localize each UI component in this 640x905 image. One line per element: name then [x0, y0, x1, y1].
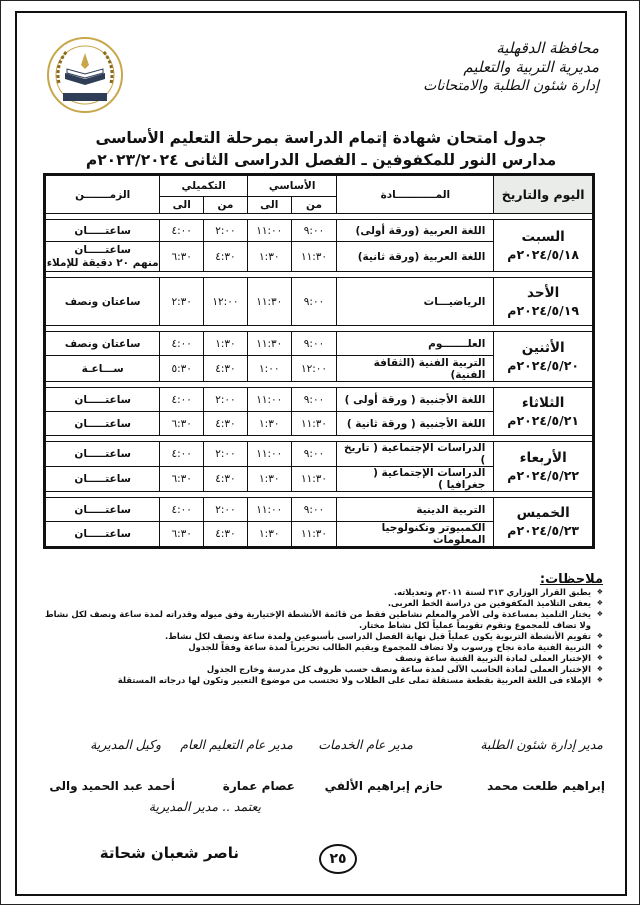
note-item: ❖ التربية الفنية مادة نجاح ورسوب ولا تضاف للمجموع ويقيم الطالب تحريرياً لمدة ساعة وفقاً للجدول: [33, 642, 603, 653]
sup-to-cell: ٤:٠٠: [160, 388, 204, 412]
duration-cell: ساعتـــــان: [45, 220, 160, 242]
duration-cell: ساعتان ونصف: [45, 278, 160, 326]
sup-from-cell: ٢:٠٠: [204, 498, 248, 522]
subject-cell: اللغة العربية (ورقة أولى): [337, 220, 494, 242]
day-name: الأثنين: [521, 339, 565, 356]
director-name: ناصر شعبان شحاتة: [99, 844, 239, 862]
note-item: ❖ الإختبار العملى لمادة الحاسب الآلى لمدة ساعة ونصف حسب ظروف كل مدرسة وخارج الجدول: [33, 664, 603, 675]
day-cell: [494, 442, 594, 492]
day-cell: [494, 220, 594, 272]
note-item: ❖ يختار التلميذ بمساعدة ولى الأمر والمعلم نشاطين فقط من قائمة الأنشطة الإختيارية وفق ميوله وقدراته لمدة ساعة ونصف لكل نشاط ولا تضاف للمجموع وتقوم تقويماً عملياً لكل نشاط مختار.: [33, 609, 603, 631]
basic-from-cell: ٩:٠٠: [291, 498, 337, 522]
sup-to-cell: ٤:٠٠: [160, 332, 204, 356]
sup-from-cell: ٤:٣٠: [204, 242, 248, 272]
duration-text: ساعتـــــان: [74, 243, 131, 256]
day-name: الخميس: [516, 505, 570, 521]
sup-from-cell: ٢:٠٠: [204, 220, 248, 242]
basic-from-cell: ١١:٣٠: [291, 242, 337, 272]
header-basic-to: الى: [247, 197, 291, 214]
sup-from-cell: ١:٣٠: [204, 332, 248, 356]
sup-to-cell: ٤:٠٠: [160, 498, 204, 522]
duration-cell: ساعتان ونصف: [45, 332, 160, 356]
subject-cell: الرياضيـــات: [337, 278, 494, 326]
sup-to-cell: ٥:٣٠: [160, 356, 204, 382]
basic-to-cell: ١١:٠٠: [247, 220, 291, 242]
day-date: ٢٠٢٤/٥/١٨م: [507, 246, 580, 262]
duration-cell: ساعتـــــان: [45, 442, 160, 467]
basic-from-cell: ١١:٣٠: [291, 412, 337, 436]
subject-cell: التربية الدينية: [337, 498, 494, 522]
basic-to-cell: ١:٣٠: [247, 412, 291, 436]
signature-name: عصام عمارة: [222, 779, 295, 793]
department-name: إدارة شئون الطلبة والامتحانات: [423, 78, 599, 94]
basic-from-cell: ٩:٠٠: [291, 332, 337, 356]
sup-from-cell: ٤:٣٠: [204, 412, 248, 436]
header-supplementary: التكميلي: [160, 175, 248, 197]
day-date: ٢٠٢٤/٥/١٩م: [507, 302, 580, 318]
day-name: الثلاثاء: [521, 394, 565, 411]
header-day-date: اليوم والتاريخ: [494, 175, 594, 214]
basic-to-cell: ١:٣٠: [247, 242, 291, 272]
basic-to-cell: ١١:٠٠: [247, 498, 291, 522]
notes-list: [33, 587, 603, 686]
subject-cell: اللغة الأجنبية ( ورقة أولى ): [337, 388, 494, 412]
sup-from-cell: ١٢:٠٠: [204, 278, 248, 326]
basic-to-cell: ١١:٣٠: [247, 332, 291, 356]
day-cell: [494, 498, 594, 548]
subject-cell: التربية الفنية (الثقافة الفنية): [337, 356, 494, 382]
sup-to-cell: ٤:٠٠: [160, 442, 204, 467]
duration-cell: ساعتـــــان: [45, 388, 160, 412]
subject-cell: اللغة الأجنبية ( ورقة ثانية ): [337, 412, 494, 436]
sup-to-cell: ٦:٣٠: [160, 242, 204, 272]
day-date: ٢٠٢٤/٥/٢٠م: [507, 357, 580, 373]
signature-title: مدير عام التعليم العام: [180, 737, 293, 752]
basic-from-cell: ٩:٠٠: [291, 278, 337, 326]
table-row: [45, 278, 594, 326]
basic-to-cell: ١١:٣٠: [247, 278, 291, 326]
signature-name: حازم إبراهيم الألفي: [324, 779, 443, 793]
table-row: [45, 388, 594, 412]
table-row: [45, 498, 594, 522]
signature-name: إبراهيم طلعت محمد: [487, 779, 605, 793]
signature-title: مدير عام الخدمات: [318, 737, 413, 752]
sup-from-cell: ٤:٣٠: [204, 522, 248, 548]
duration-cell: ســـاعـة: [45, 356, 160, 382]
subject-cell: العلـــــــوم: [337, 332, 494, 356]
day-cell: [494, 332, 594, 382]
basic-to-cell: ١١:٠٠: [247, 388, 291, 412]
note-item: ❖ تقويم الأنشطة التربوية يكون عملياً قبل نهاية الفصل الدراسى بأسبوعين ولمدة ساعة ونصف لكل نشاط.: [33, 631, 603, 642]
table-row: [45, 332, 594, 356]
duration-cell: ساعتـــــان: [45, 412, 160, 436]
sup-to-cell: ٢:٣٠: [160, 278, 204, 326]
basic-from-cell: ١١:٣٠: [291, 522, 337, 548]
signature-title: مدير إدارة شئون الطلبة: [480, 737, 603, 752]
day-cell: [494, 278, 594, 326]
duration-cell: ساعتـــــان: [45, 498, 160, 522]
header-sup-from: من: [204, 197, 248, 214]
approval-line: يعتمد .. مدير المديرية: [148, 799, 261, 814]
header-basic: الأساسي: [247, 175, 337, 197]
basic-to-cell: ١:٣٠: [247, 467, 291, 492]
subject-cell: اللغة العربية (ورقة ثانية): [337, 242, 494, 272]
note-item: ❖ الإختبار العملى لمادة التربية الفنية ساعة ونصف: [33, 653, 603, 664]
directorate-name: مديرية التربية والتعليم: [463, 58, 599, 76]
notes-title: ملاحظات:: [539, 572, 603, 587]
note-item: ❖ الإملاء فى اللغة العربية بقطعة مستقلة تملى على الطلاب ولا تحتسب من موضوع التعبير وتكون لها درجاته المستقلة: [33, 675, 603, 686]
header-duration: الزمـــــــن: [45, 175, 160, 214]
signature-name: أحمد عبد الحميد والى: [49, 779, 175, 793]
header-sup-to: الى: [160, 197, 204, 214]
sup-from-cell: ٤:٣٠: [204, 467, 248, 492]
note-item: ❖ يطبق القرار الوزاري ٣١٣ لسنة ٢٠١١م وتعديلاته.: [33, 587, 603, 598]
basic-to-cell: ١١:٠٠: [247, 442, 291, 467]
notes-section: [33, 574, 603, 686]
day-cell: [494, 388, 594, 436]
basic-from-cell: ١٢:٠٠: [291, 356, 337, 382]
signature-title: وكيل المديرية: [90, 737, 161, 752]
subject-cell: الدراسات الإجتماعية ( جغرافيا ): [337, 467, 494, 492]
basic-to-cell: ١:٣٠: [247, 522, 291, 548]
sup-to-cell: ٤:٠٠: [160, 220, 204, 242]
duration-note: منهم ٢٠ دقيقة للإملاء: [46, 256, 159, 269]
document-subtitle: مدارس النور للمكفوفين ـ الفصل الدراسى الثانى ٢٠٢٣/٢٠٢٤م: [85, 151, 557, 169]
table-row: [45, 220, 594, 242]
governorate-name: محافظة الدقهلية: [496, 39, 599, 57]
day-date: ٢٠٢٤/٥/٢١م: [507, 412, 580, 428]
header-subject: المـــــــــــادة: [337, 175, 494, 214]
note-item: ❖ يعفى التلاميذ المكفوفين من دراسة الخط العربى.: [33, 598, 603, 609]
duration-cell: [45, 242, 160, 272]
issuer-header: [423, 39, 599, 96]
document-title: جدول امتحان شهادة إتمام الدراسة بمرحلة التعليم الأساسى: [95, 129, 547, 147]
duration-cell: ساعتـــــان: [45, 467, 160, 492]
duration-cell: ساعتـــــان: [45, 522, 160, 548]
day-name: الأربعاء: [519, 449, 567, 466]
exam-schedule-table: [43, 173, 595, 549]
header-basic-from: من: [291, 197, 337, 214]
subject-cell: الدراسات الإجتماعية ( تاريخ ): [337, 442, 494, 467]
basic-from-cell: ٩:٠٠: [291, 220, 337, 242]
basic-from-cell: ٩:٠٠: [291, 442, 337, 467]
basic-from-cell: ٩:٠٠: [291, 388, 337, 412]
sup-to-cell: ٦:٣٠: [160, 467, 204, 492]
sup-to-cell: ٦:٣٠: [160, 412, 204, 436]
page-number: ٢٥: [319, 844, 357, 874]
basic-to-cell: ١:٠٠: [247, 356, 291, 382]
basic-from-cell: ١١:٣٠: [291, 467, 337, 492]
table-row: [45, 442, 594, 467]
subject-cell: الكمبيوتر وتكنولوجيا المعلومات: [337, 522, 494, 548]
day-date: ٢٠٢٤/٥/٢٢م: [507, 467, 580, 483]
open-book-laurel-logo: [45, 35, 125, 115]
sup-from-cell: ٢:٠٠: [204, 388, 248, 412]
day-name: السبت: [521, 228, 565, 245]
day-date: ٢٠٢٤/٥/٢٣م: [507, 523, 580, 538]
sup-to-cell: ٦:٣٠: [160, 522, 204, 548]
sup-from-cell: ٢:٠٠: [204, 442, 248, 467]
sup-from-cell: ٤:٣٠: [204, 356, 248, 382]
day-name: الأحد: [527, 284, 560, 301]
